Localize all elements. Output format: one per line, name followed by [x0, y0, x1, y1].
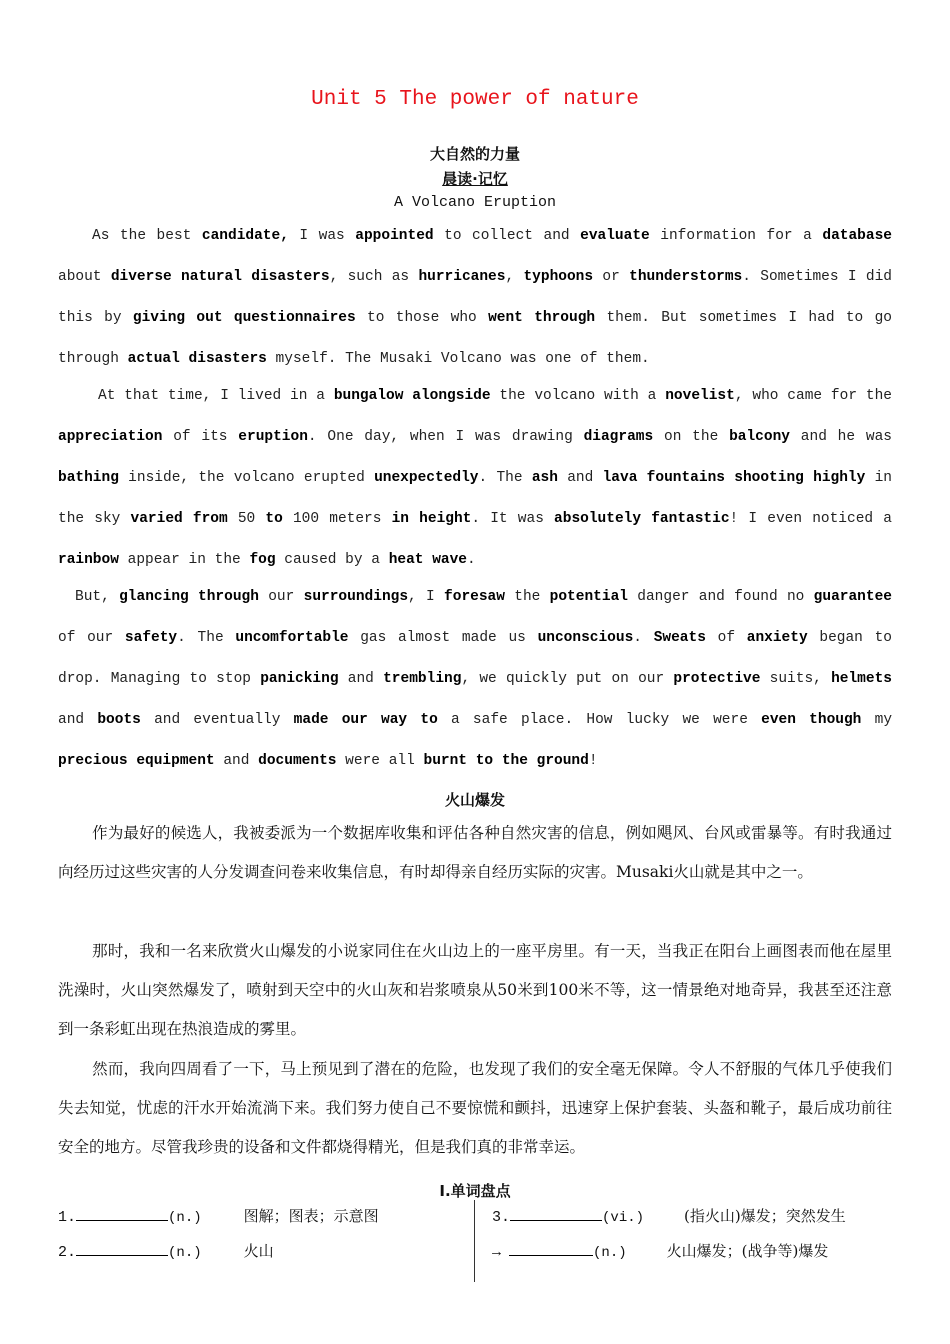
passage-text: gas almost made us — [348, 630, 538, 646]
key-vocabulary: typhoons — [523, 269, 594, 285]
part-of-speech: (vi.) — [602, 1210, 645, 1226]
passage-text: on the — [653, 429, 730, 445]
key-vocabulary: ash — [531, 470, 558, 486]
passage-text: . The — [478, 470, 532, 486]
key-vocabulary: rainbow — [58, 552, 119, 568]
key-vocabulary: eruption — [238, 429, 308, 445]
key-vocabulary: diverse natural disasters — [110, 269, 330, 285]
answer-blank[interactable] — [510, 1206, 602, 1221]
passage-text: our — [258, 589, 304, 605]
passage-text: appear in the — [118, 552, 250, 568]
passage-text: . — [633, 630, 654, 646]
passage-text: 50 — [227, 511, 266, 527]
passage-text: of our — [58, 630, 125, 646]
answer-blank[interactable] — [76, 1206, 168, 1221]
key-vocabulary: protective — [673, 671, 761, 687]
vocab-meaning: 图解；图表；示意图 — [243, 1207, 379, 1225]
passage-text: . It was — [471, 511, 555, 527]
passage-text: . Sometimes I did this by — [58, 269, 892, 326]
arrow-icon: → — [492, 1244, 502, 1261]
passage-text: At that time, I lived in a — [98, 388, 334, 404]
key-vocabulary: helmets — [831, 671, 892, 687]
key-vocabulary: unexpectedly — [374, 470, 479, 486]
passage-text: and eventually — [140, 712, 294, 728]
key-vocabulary: heat wave — [388, 552, 468, 568]
answer-blank[interactable] — [76, 1241, 168, 1256]
english-paragraph-1 — [58, 216, 892, 380]
english-paragraph-2 — [58, 376, 892, 581]
passage-text: . One day, when I was drawing — [307, 429, 584, 445]
passage-text: to collect and — [433, 228, 581, 244]
key-vocabulary: documents — [258, 753, 337, 769]
passage-text: , who came for the — [734, 388, 892, 404]
vocab-item-1 — [58, 1205, 379, 1226]
passage-text: suits, — [760, 671, 832, 687]
passage-text: 100 meters — [282, 511, 392, 527]
key-vocabulary: uncomfortable — [235, 630, 349, 646]
passage-text: , such as — [329, 269, 419, 285]
key-vocabulary: appreciation — [58, 429, 163, 445]
passage-text: ! I even noticed a — [729, 511, 892, 527]
passage-text: But, — [75, 589, 120, 605]
passage-text: were all — [336, 753, 424, 769]
passage-text: of its — [162, 429, 239, 445]
vocab-number: 2. — [58, 1244, 77, 1261]
vocab-item-3 — [492, 1205, 846, 1226]
key-vocabulary: precious equipment — [58, 753, 215, 769]
key-vocabulary: balcony — [729, 429, 790, 445]
vocab-meaning: (指火山)爆发；突然发生 — [684, 1207, 846, 1225]
passage-text: in the sky — [58, 470, 892, 527]
key-vocabulary: thunderstorms — [629, 269, 743, 285]
key-vocabulary: bathing — [58, 470, 119, 486]
key-vocabulary: burnt to the ground — [423, 753, 589, 769]
key-vocabulary: novelist — [665, 388, 735, 404]
chinese-passage-title: 火山爆发 — [444, 791, 505, 809]
key-vocabulary: trembling — [383, 671, 462, 687]
vocab-item-3-derivative — [492, 1240, 828, 1261]
chinese-paragraph-3 — [58, 1050, 892, 1167]
key-vocabulary: diagrams — [583, 429, 654, 445]
key-vocabulary: went through — [488, 310, 596, 326]
key-vocabulary: anxiety — [746, 630, 808, 646]
vocab-number: 3. — [492, 1209, 511, 1226]
passage-text — [407, 712, 420, 728]
passage-text: a safe place. How lucky we were — [437, 712, 762, 728]
passage-text: caused by a — [275, 552, 389, 568]
english-paragraph-3 — [58, 577, 892, 782]
passage-text: As the best — [92, 228, 202, 244]
vocab-meaning: 火山 — [243, 1242, 274, 1260]
passage-text: and — [58, 712, 98, 728]
passage-text: , we quickly put on our — [461, 671, 674, 687]
passage-text: , — [505, 269, 524, 285]
chinese-paragraph-2 — [58, 932, 892, 1049]
key-vocabulary: surroundings — [303, 589, 409, 605]
unit-title: Unit 5 The power of nature — [311, 88, 639, 111]
passage-text: danger and found no — [627, 589, 814, 605]
passage-title: A Volcano Eruption — [393, 194, 557, 211]
key-vocabulary: made our way — [293, 712, 408, 728]
passage-text: inside, the volcano erupted — [118, 470, 375, 486]
passage-text: began to drop. Managing to stop — [58, 630, 892, 687]
chinese-paragraph-3-text: 然而，我向四周看了一下，马上预见到了潜在的危险，也发现了我们的安全毫无保障。令人不舒服的气体几乎使我们失去知觉，忧虑的汗水开始流淌下来。我们努力使自己不要惊慌和颤抖，迅速穿上保护套装、头盔和靴子，最后成功前往安全的地方。尽管我珍贵的设备和文件都烧得精光，但是我们真的非常幸运。 — [58, 1060, 892, 1156]
passage-text: and he was — [790, 429, 892, 445]
passage-text: . — [467, 552, 476, 568]
key-vocabulary: unconscious — [537, 630, 634, 646]
key-vocabulary: bungalow alongside — [333, 388, 491, 404]
key-vocabulary: fog — [249, 552, 276, 568]
key-vocabulary: evaluate — [580, 228, 650, 244]
part-of-speech: (n.) — [168, 1245, 202, 1261]
passage-text: my — [861, 712, 893, 728]
key-vocabulary: potential — [549, 589, 628, 605]
vocab-heading: I.单词盘点 — [439, 1182, 511, 1200]
passage-text: I was — [288, 228, 356, 244]
passage-text: them. But sometimes I had to go through — [58, 310, 892, 367]
key-vocabulary: varied from — [130, 511, 228, 527]
key-vocabulary: absolutely fantastic — [554, 511, 730, 527]
column-divider — [474, 1200, 475, 1282]
key-vocabulary: hurricanes — [418, 269, 506, 285]
key-vocabulary: safety — [124, 630, 178, 646]
section-heading: 晨读·记忆 — [442, 170, 508, 188]
key-vocabulary: to — [420, 712, 438, 728]
passage-text: of — [705, 630, 747, 646]
key-vocabulary: glancing through — [119, 589, 259, 605]
key-vocabulary: guarantee — [813, 589, 892, 605]
key-vocabulary: panicking — [260, 671, 339, 687]
key-vocabulary: foresaw — [444, 589, 505, 605]
vocab-meaning: 火山爆发；(战争等)爆发 — [666, 1242, 829, 1260]
key-vocabulary: in height — [391, 511, 472, 527]
key-vocabulary: even though — [761, 712, 862, 728]
answer-blank[interactable] — [509, 1241, 593, 1256]
part-of-speech: (n.) — [168, 1210, 202, 1226]
passage-text: about — [58, 269, 111, 285]
passage-text: and — [214, 753, 259, 769]
chinese-paragraph-2-text: 那时，我和一名来欣赏火山爆发的小说家同住在火山边上的一座平房里。有一天，当我正在阳台上画图表而他在屋里洗澡时，火山突然爆发了，喷射到天空中的火山灰和岩浆喷泉从50米到100米不等，这一情景绝对地奇异，我甚至还注意到一条彩虹出现在热浪造成的雾里。 — [58, 942, 892, 1038]
passage-text: ! — [588, 753, 598, 769]
passage-text: , I — [408, 589, 445, 605]
key-vocabulary: lava fountains shooting highly — [602, 470, 866, 486]
passage-text: to those who — [355, 310, 489, 326]
passage-text: the volcano with a — [490, 388, 666, 404]
key-vocabulary: giving out questionnaires — [132, 310, 356, 326]
vocab-number: 1. — [58, 1209, 77, 1226]
chinese-subtitle: 大自然的力量 — [429, 145, 520, 163]
passage-text: or — [593, 269, 630, 285]
key-vocabulary: appointed — [355, 228, 434, 244]
key-vocabulary: to — [265, 511, 283, 527]
key-vocabulary: candidate, — [201, 228, 289, 244]
passage-text: and — [338, 671, 384, 687]
passage-text: the — [504, 589, 550, 605]
passage-text: myself. The Musaki Volcano was one of them. — [266, 351, 650, 367]
chinese-paragraph-1 — [58, 814, 892, 892]
key-vocabulary: boots — [97, 712, 141, 728]
key-vocabulary: Sweats — [653, 630, 706, 646]
passage-text: . The — [177, 630, 236, 646]
chinese-paragraph-1-text: 作为最好的候选人，我被委派为一个数据库收集和评估各种自然灾害的信息，例如飓风、台风或雷暴等。有时我通过向经历过这些灾害的人分发调查问卷来收集信息，有时却得亲自经历实际的灾害。Musaki火山就是其中之一。 — [58, 824, 892, 881]
passage-text: and — [557, 470, 603, 486]
vocab-item-2 — [58, 1240, 274, 1261]
passage-text: information for a — [649, 228, 823, 244]
key-vocabulary: database — [822, 228, 892, 244]
key-vocabulary: actual disasters — [127, 351, 267, 367]
part-of-speech: (n.) — [593, 1245, 627, 1261]
